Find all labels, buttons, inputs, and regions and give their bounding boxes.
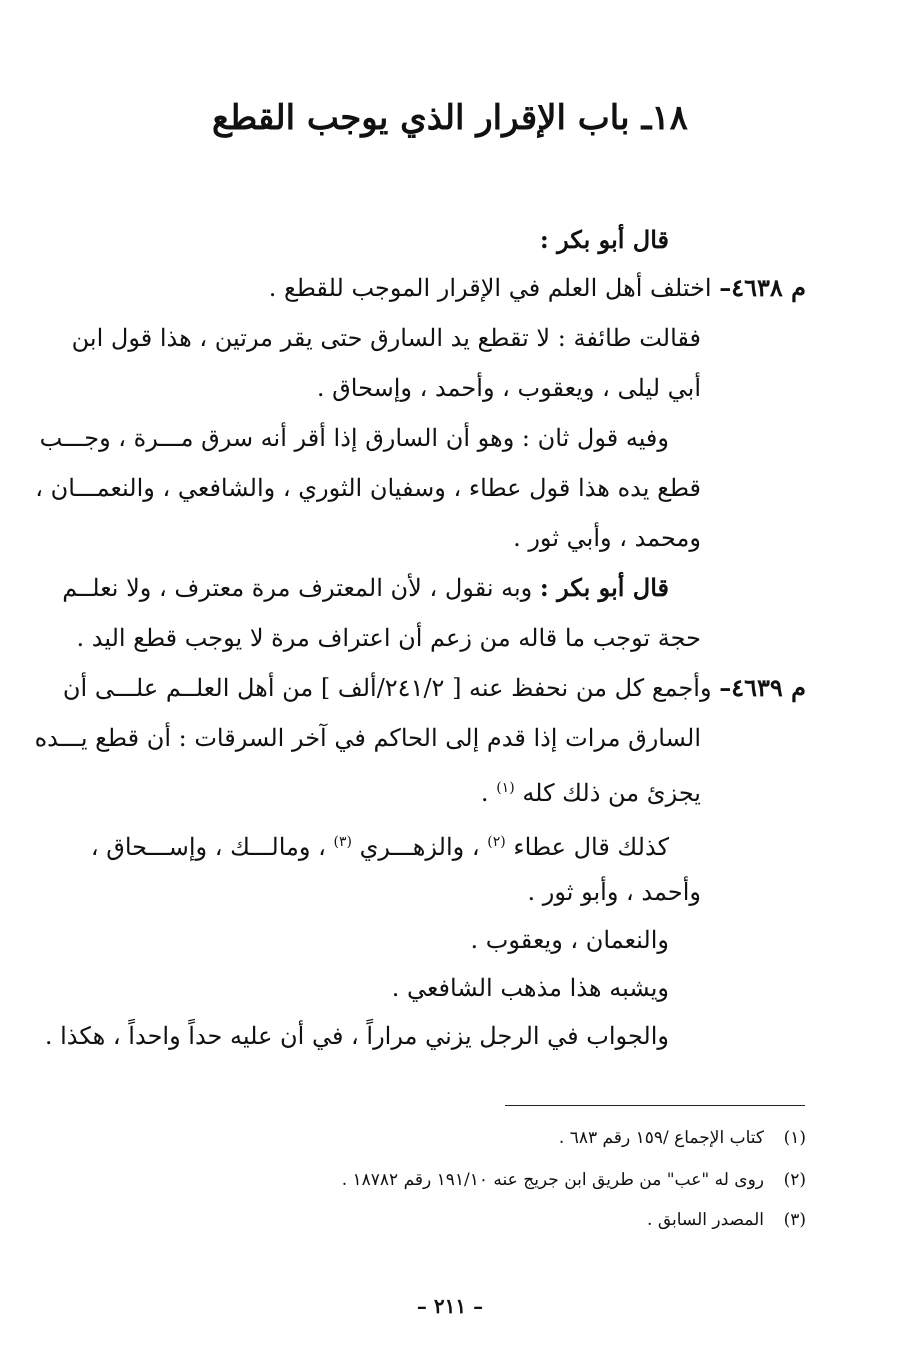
footnote-text: كتاب الإجماع /١٥٩ رقم ٦٨٣ . <box>558 1128 764 1148</box>
footnote-text: روى له "عب" من طريق ابن جريج عنه ١٩١/١٠ رقم ١٨٧٨٢ . <box>341 1170 764 1190</box>
line-text: وبه نقول ، لأن المعترف مرة معترف ، ولا نعلــم <box>62 574 533 602</box>
entry-text: وأجمع كل من نحفظ عنه [ ٢٤١/٢/ألف ] من أهل العلــم علـــى أن <box>62 674 712 702</box>
footnote-ref-3: (٣) <box>333 834 352 850</box>
line-text: يجزئ من ذلك كله <box>522 779 701 807</box>
text-line <box>62 572 669 604</box>
page-number: – ٢١١ – <box>416 1294 484 1318</box>
text-line: وفيه قول ثان : وهو أن السارق إذا أقر أنه سرق مـــرة ، وجـــب <box>39 424 669 452</box>
text-line <box>481 772 701 809</box>
entry-number: م ٤٦٣٨– <box>719 273 806 302</box>
line-text: كذلك قال عطاء <box>513 833 669 861</box>
text-line: حجة توجب ما قاله من زعم أن اعتراف مرة لا يوجب قطع اليد . <box>76 624 701 652</box>
text-line: والنعمان ، ويعقوب . <box>470 926 669 954</box>
footnote-ref-2: (٢) <box>487 834 506 850</box>
text-line: ومحمد ، وأبي ثور . <box>513 524 701 552</box>
footnote-divider <box>505 1105 805 1106</box>
entry-4638 <box>269 272 806 304</box>
text-line: والجواب في الرجل يزني مراراً ، في أن عليه حداً واحداً ، هكذا . <box>44 1022 669 1050</box>
text-line <box>91 826 669 863</box>
footnote-ref-1: (١) <box>496 780 515 796</box>
footnote-2 <box>342 1168 806 1192</box>
text-line: أبي ليلى ، ويعقوب ، وأحمد ، وإسحاق . <box>316 374 701 402</box>
speaker-label: قال أبو بكر : <box>539 573 669 602</box>
speaker-heading: قال أبو بكر : <box>539 225 669 254</box>
footnote-mark: (٢) <box>783 1170 806 1190</box>
footnote-text: المصدر السابق . <box>647 1210 764 1230</box>
footnote-3 <box>647 1208 806 1232</box>
text-line: قطع يده هذا قول عطاء ، وسفيان الثوري ، والشافعي ، والنعمـــان ، <box>35 474 701 502</box>
footnote-1 <box>559 1126 806 1150</box>
footnote-mark: (٣) <box>783 1210 806 1230</box>
chapter-title: ١٨ـ باب الإقرار الذي يوجب القطع <box>212 98 688 138</box>
text-line: فقالت طائفة : لا تقطع يد السارق حتى يقر مرتين ، هذا قول ابن <box>71 324 701 352</box>
line-text: ، ومالـــك ، وإســـحاق ، <box>90 833 326 861</box>
line-text: ، والزهـــري <box>359 833 480 861</box>
entry-4639 <box>63 672 806 704</box>
footnote-mark: (١) <box>783 1128 806 1148</box>
text-line: السارق مرات إذا قدم إلى الحاكم في آخر السرقات : أن قطع يـــده <box>34 724 701 752</box>
entry-number: م ٤٦٣٩– <box>719 673 806 702</box>
entry-text: اختلف أهل العلم في الإقرار الموجب للقطع . <box>268 274 712 302</box>
text-line: وأحمد ، وأبو ثور . <box>527 878 701 906</box>
line-end: . <box>480 779 489 807</box>
text-line: ويشبه هذا مذهب الشافعي . <box>391 974 669 1002</box>
